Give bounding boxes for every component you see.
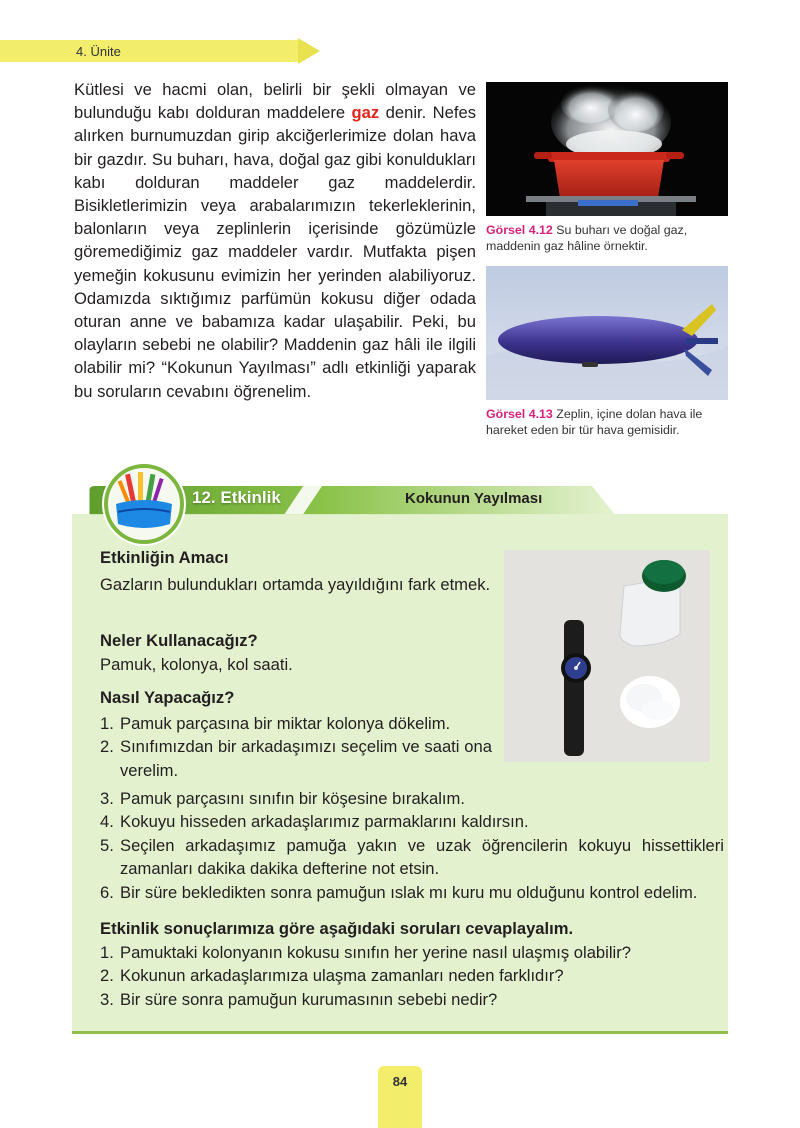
- step-number: 4.: [100, 812, 114, 832]
- intro-keyword: gaz: [351, 103, 380, 123]
- intro-paragraph: [74, 78, 476, 403]
- list-item: [100, 810, 724, 833]
- questions-list: [100, 941, 724, 1011]
- caption-number: Görsel 4.12: [486, 223, 553, 237]
- activity-title: Kokunun Yayılması: [405, 490, 543, 507]
- step-text: Bir süre bekledikten sonra pamuğun ıslak mı kuru mu olduğunu kontrol edelim.: [120, 882, 698, 902]
- step-number: 1.: [100, 714, 114, 733]
- steps-list-top: [100, 712, 492, 782]
- step-number: 6.: [100, 882, 114, 902]
- steaming-pot-illustration: [486, 82, 728, 216]
- method-heading: Nasıl Yapacağız?: [100, 688, 235, 707]
- purpose-heading: Etkinliğin Amacı: [100, 548, 229, 567]
- list-item: [100, 712, 492, 735]
- step-text: Pamuk parçasına bir miktar kolonya dökelim.: [120, 714, 451, 733]
- list-item: [100, 735, 492, 782]
- caption-text: Zeplin, içine dolan hava ile hareket eden bir tür hava gemisidir.: [486, 407, 703, 437]
- step-text: Pamuk parçasını sınıfın bir köşesine bırakalım.: [120, 789, 465, 808]
- step-text: Sınıfımızdan bir arkadaşımızı seçelim ve saati ona verelim.: [120, 737, 492, 780]
- question-text: Bir süre sonra pamuğun kurumasının sebebi nedir?: [120, 989, 498, 1009]
- zeppelin-illustration: [486, 266, 728, 400]
- question-number: 3.: [100, 989, 114, 1009]
- question-text: Kokunun arkadaşlarımıza ulaşma zamanları neden farklıdır?: [120, 966, 564, 986]
- figure-caption-4-12: [486, 222, 730, 254]
- activity-photo: [504, 550, 710, 762]
- list-item: [100, 834, 724, 881]
- step-number: 3.: [100, 789, 114, 808]
- pencil-case-icon: [108, 468, 180, 540]
- unit-label: 4. Ünite: [76, 44, 121, 59]
- intro-text-before: Kütlesi ve hacmi olan, belirli bir şekli olmayan ve bulunduğu kabı dolduran maddelere: [74, 80, 476, 123]
- materials-heading: Neler Kullanacağız?: [100, 631, 258, 650]
- unit-banner: [0, 38, 322, 64]
- step-number: 2.: [100, 737, 114, 757]
- figure-caption-4-13: [486, 406, 730, 438]
- intro-text-after: denir. Nefes alırken burnumuzdan girip akciğerlerimize dolan hava bir gazdır. Su buharı, hava, doğal gaz gibi konuldukları kabı dolduran maddeler gaz maddelerdir. Bisikletlerimizin veya arabalarımızın tekerleklerinin, balonların veya zeplinlerin içerisinde gözümüzle göremediğimiz gaz maddeler vardır. Mutfakta pişen yemeğin kokusunu evimizin her yerinden alabiliyoruz. Odamızda sıktığımız parfümün kokusu diğer odada oturan anne ve babamıza kadar ulaşabilir. Peki, bu olayların sebebi ne olabilir? Maddenin gaz hâli ile ilgili olabilir mi? “Kokunun Yayılması” adlı etkinliği yaparak bu soruların cevabını öğrenelim.: [74, 103, 476, 401]
- figure-zeppelin: [486, 266, 728, 400]
- page-number: 84: [392, 1074, 408, 1089]
- unit-banner-arrow: [298, 38, 320, 64]
- activity-number-label: 12. Etkinlik: [192, 488, 281, 507]
- list-item: [100, 988, 724, 1011]
- step-text: Seçilen arkadaşımız pamuğa yakın ve uzak öğrencilerin kokuyu hissettikleri zamanları dakika dakika defterine not etsin.: [120, 835, 724, 879]
- activity-badge: [104, 464, 184, 544]
- question-text: Pamuktaki kolonyanın kokusu sınıfın her yerine nasıl ulaşmış olabilir?: [120, 943, 631, 962]
- questions-heading: Etkinlik sonuçlarımıza göre aşağıdaki soruları cevaplayalım.: [100, 919, 574, 938]
- list-item: [100, 941, 724, 964]
- caption-number: Görsel 4.13: [486, 407, 553, 421]
- materials-text: Pamuk, kolonya, kol saati.: [100, 655, 293, 674]
- materials-illustration: [504, 550, 710, 762]
- step-number: 5.: [100, 835, 114, 855]
- list-item: [100, 881, 724, 904]
- unit-banner-bar: [0, 40, 300, 62]
- step-text: Kokuyu hisseden arkadaşlarımız parmaklarını kaldırsın.: [120, 812, 529, 832]
- caption-text: Su buharı ve doğal gaz, maddenin gaz hâline örnektir.: [486, 223, 688, 253]
- list-item: [100, 787, 724, 810]
- list-item: [100, 964, 724, 987]
- question-number: 1.: [100, 943, 114, 962]
- question-number: 2.: [100, 966, 114, 986]
- figure-steaming-pot: [486, 82, 728, 216]
- purpose-text: Gazların bulundukları ortamda yayıldığını fark etmek.: [100, 575, 491, 594]
- steps-list-bottom: [100, 787, 724, 904]
